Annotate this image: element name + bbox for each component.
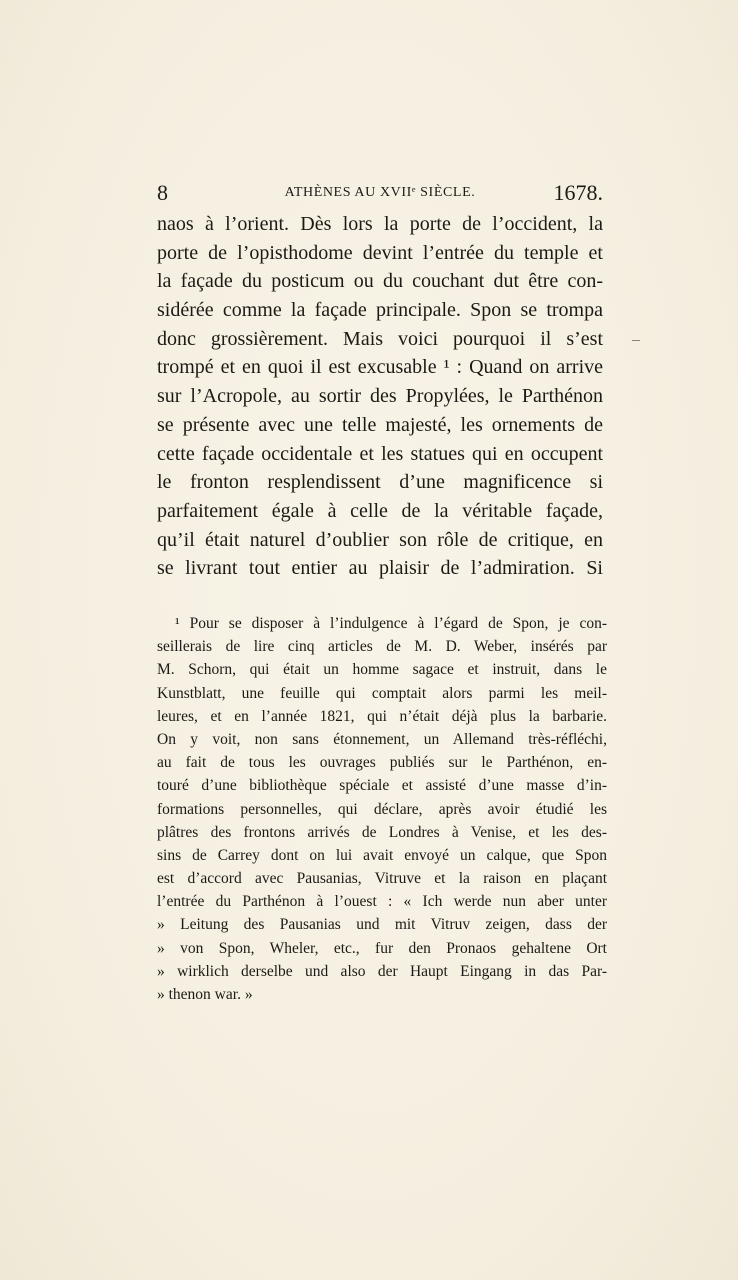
body-line: le fronton resplendissent d’une magnificence si (157, 471, 603, 494)
body-line: sur l’Acropole, au sortir des Propylées, le Parthénon (157, 385, 603, 408)
footnote-line: ¹ Pour se disposer à l’indulgence à l’égard de Spon, je con- (175, 615, 607, 632)
page-header (157, 180, 603, 206)
footnote-line: touré d’une bibliothèque spéciale et assisté d’une masse d’in- (157, 777, 607, 795)
footnote-line: » wirklich derselbe und also der Haupt Eingang in das Par- (157, 962, 607, 980)
footnote-line: l’entrée du Parthénon à l’ouest : « Ich werde nun aber unter (157, 893, 607, 911)
footnote-line: seillerais de lire cinq articles de M. D. Weber, insérés par (157, 638, 607, 656)
body-line: sidérée comme la façade principale. Spon se trompa (157, 299, 603, 322)
footnote-line: formations personnelles, qui déclare, après avoir étudié les (157, 800, 607, 818)
body-line: qu’il était naturel d’oublier son rôle de critique, en (157, 528, 603, 551)
footnote-line: plâtres des frontons arrivés de Londres à Venise, et les des- (157, 823, 607, 841)
body-paragraph (157, 210, 603, 583)
footnote-line: » Leitung des Pausanias und mit Vitruv zeigen, dass der (157, 916, 607, 934)
body-line: parfaitement égale à celle de la véritable façade, (157, 499, 603, 522)
footnote-line: Kunstblatt, une feuille qui comptait alors parmi les meil- (157, 684, 607, 702)
body-line: trompé et en quoi il est excusable ¹ : Quand on arrive (157, 356, 603, 379)
page-number: 8 (157, 180, 168, 205)
margin-mark (632, 340, 640, 341)
footnote-line: leures, et en l’année 1821, qui n’était déjà plus la barbarie. (157, 707, 607, 725)
running-title: ATHÈNES AU XVIIᵉ SIÈCLE. (284, 185, 476, 200)
body-line: naos à l’orient. Dès lors la porte de l’occident, la (157, 213, 603, 235)
footnote-line: est d’accord avec Pausanias, Vitruve et la raison en plaçant (157, 870, 607, 888)
body-line: se présente avec une telle majesté, les ornements de (157, 413, 603, 436)
footnote-line: » von Spon, Wheler, etc., fur den Pronaos gehaltene Ort (157, 939, 607, 957)
footnote-line: au fait de tous les ouvrages publiés sur le Parthénon, en- (157, 754, 607, 772)
body-line: cette façade occidentale et les statues qui en occupent (157, 442, 603, 465)
body-line: donc grossièrement. Mais voici pourquoi il s’est (157, 327, 603, 350)
body-line: se livrant tout entier au plaisir de l’admiration. Si (157, 557, 603, 580)
header-year: 1678. (553, 180, 603, 205)
body-line: la façade du posticum ou du couchant dut être con- (157, 270, 603, 293)
footnote-line: M. Schorn, qui était un homme sagace et instruit, dans le (157, 661, 607, 679)
footnote-line: sins de Carrey dont on lui avait envoyé un calque, que Spon (157, 846, 607, 864)
body-line: porte de l’opisthodome devint l’entrée du temple et (157, 241, 603, 264)
footnote (157, 612, 607, 1006)
footnote-line: On y voit, non sans étonnement, un Allemand très-réfléchi, (157, 730, 607, 748)
footnote-line: » thenon war. » (157, 986, 253, 1003)
